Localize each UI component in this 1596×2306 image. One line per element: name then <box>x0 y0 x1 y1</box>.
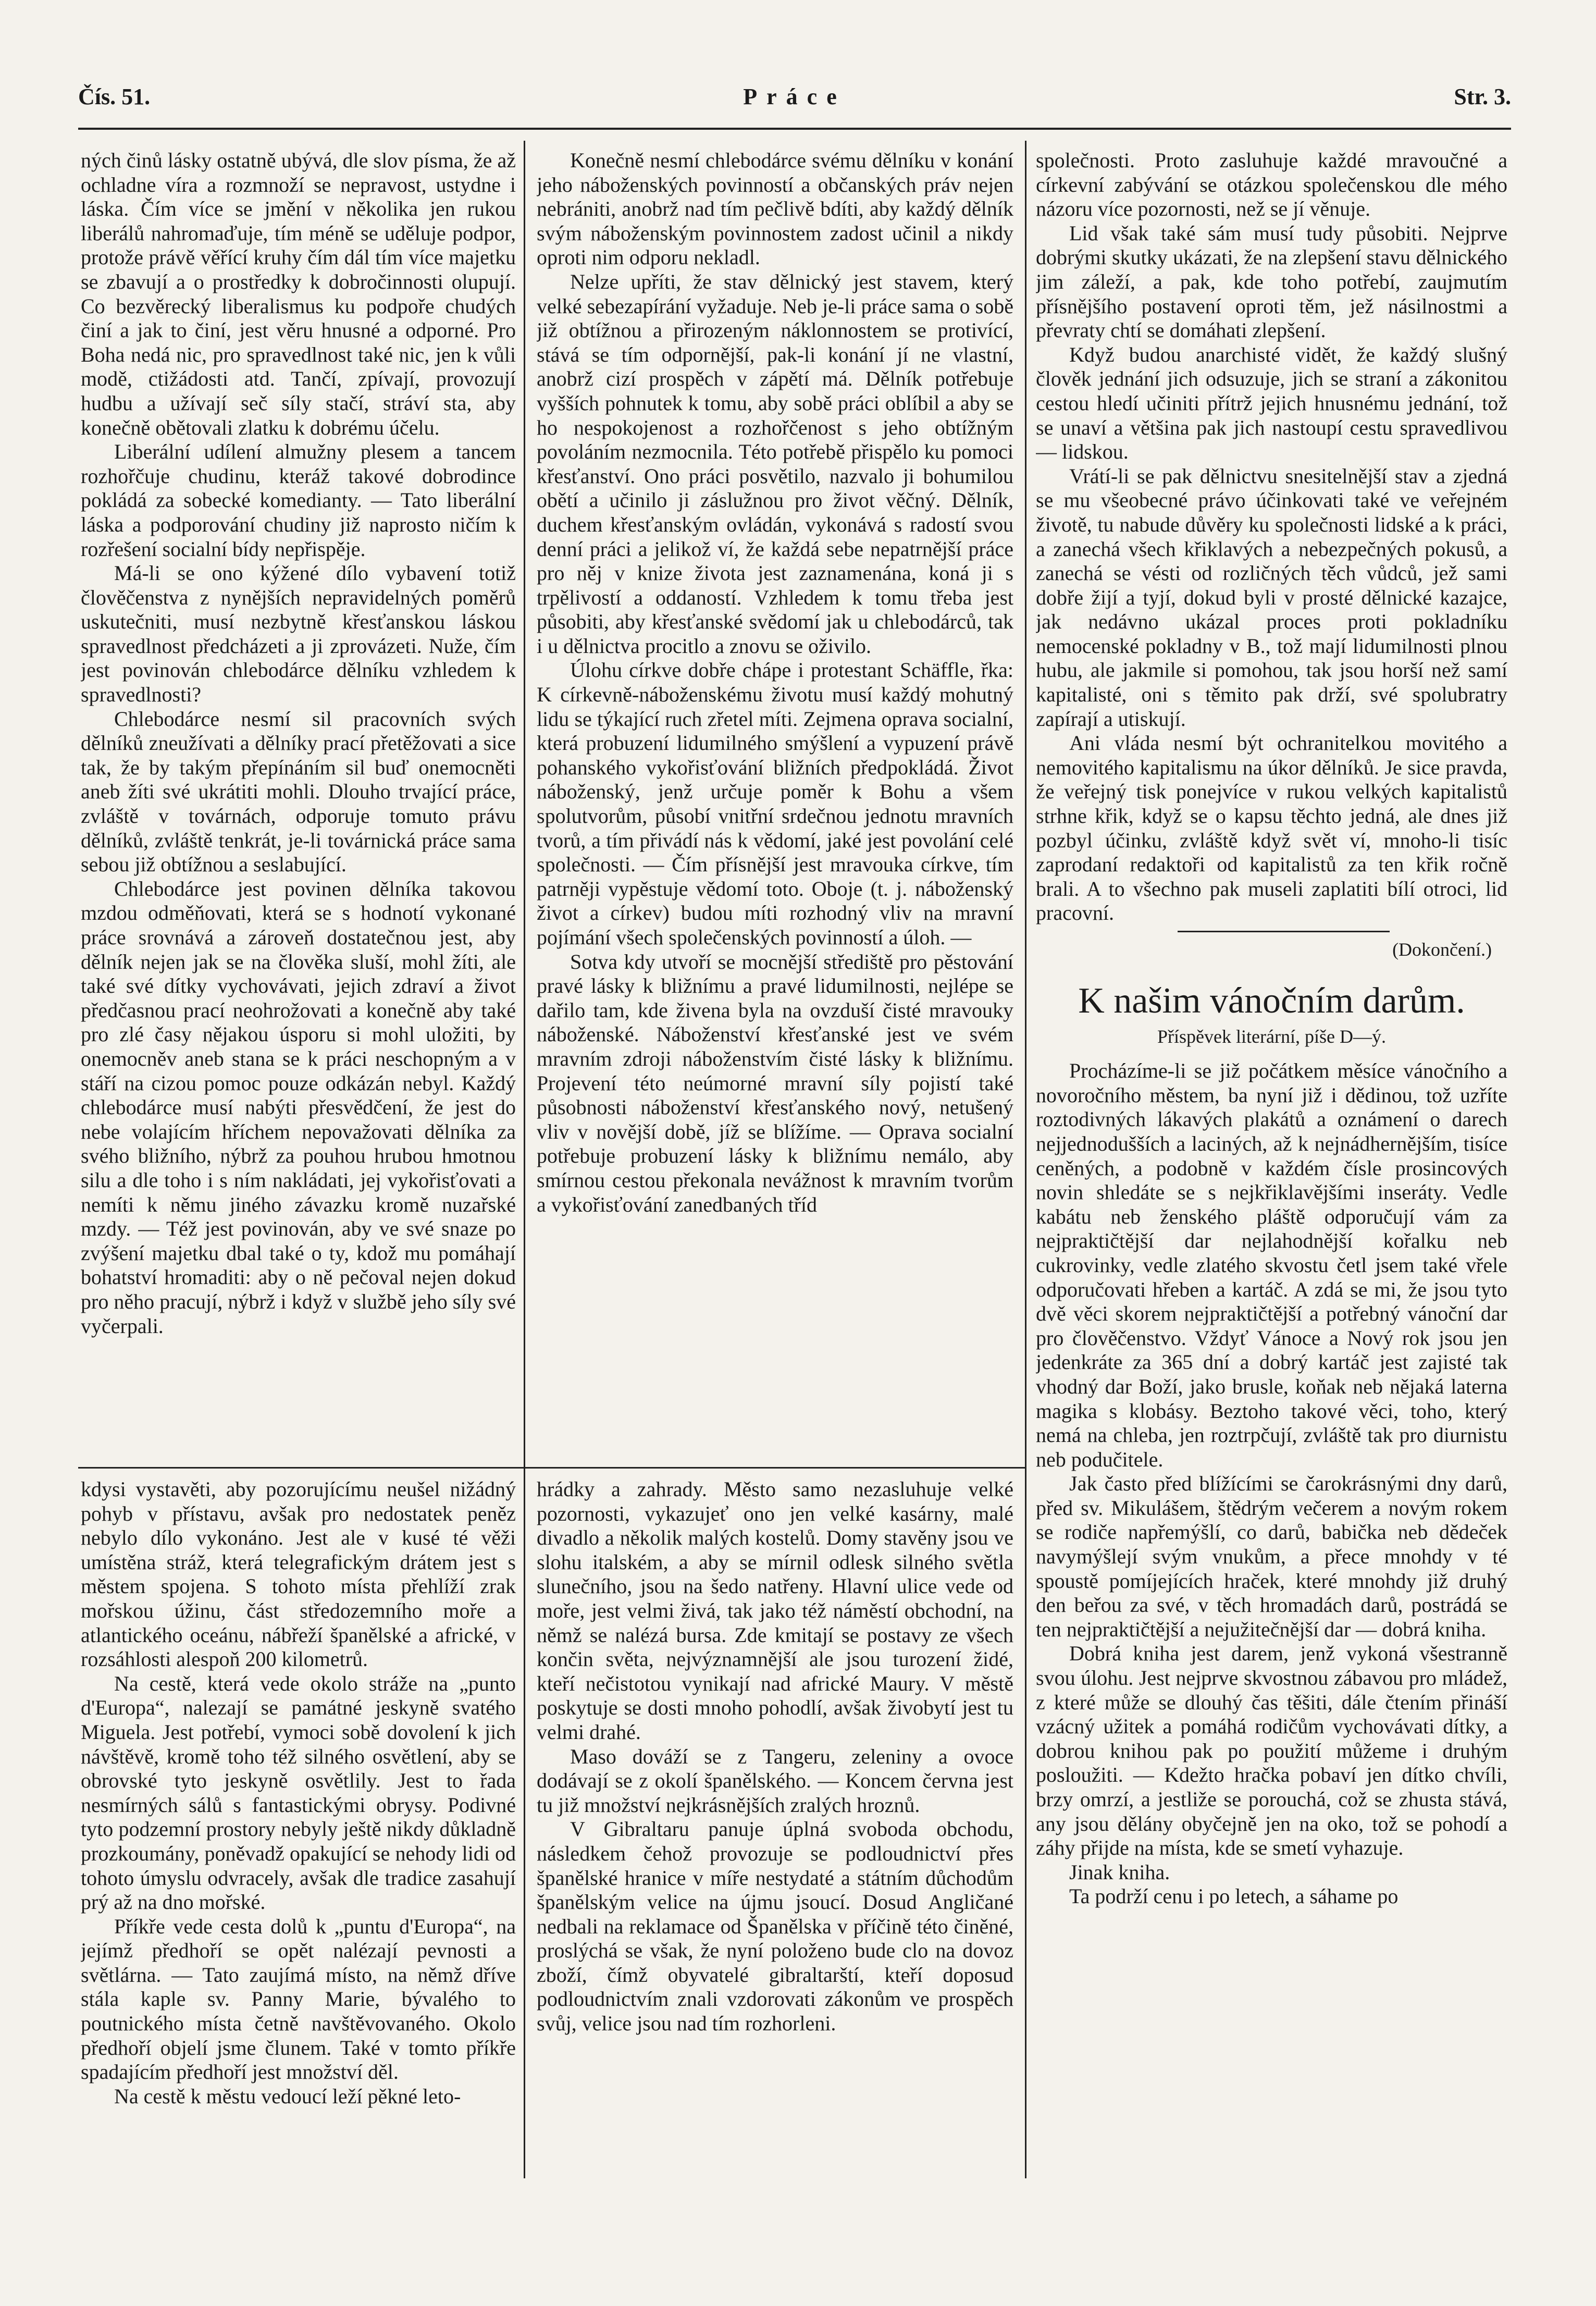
article-title: K našim vánočním darům. <box>1078 980 1465 1021</box>
column-1-top <box>81 149 516 1462</box>
paragraph: Procházíme-li se již počátkem měsíce vánočního a novoročního městem, ba nyní již i dědinou, tož uzříte roztodivných lákavých plakátů a oznámení o darech nejjednodušších a laciných, až k nejnádhernějším, tisíce ceněných, a podobně v každém čísle prosincových novin shledáte se s nejkřiklavějšími inseráty. Vedle kabátu neb ženského pláště odporučují vám za nejpraktičtější dar nejlahodnější kořalku neb cukrovinky, vedle zlatého skvostu četl jsem také vřele odporučovati hřeben a kartáč. A zdá se mi, že jsou tyto dvě věci skorem nejpraktičtější a potřebný vánoční dar pro člověčenstvo. Vždyť Vánoce a Nový rok jsou jen jedenkráte za 365 dní a dobrý kartáč jest zajisté tak vhodný dar Boží, jako brusle, koňak neb nějaká laterna magika s klobásy. Beztoho takové věci, toho, který nemá na chleba, jen roztrpčují, zvláště tak pro diurnistu neb podučitele. <box>1036 1059 1507 1471</box>
column-rule-1 <box>524 141 525 2178</box>
paragraph: Chlebodárce nesmí sil pracovních svých dělníků zneužívati a dělníky prací přetěžovati a sice tak, že by takým přepínáním sil buď onemocněti aneb žíti své ukrátiti mohli. Dlouho trvající práce, zvláště v továrnách, odporuje tomuto právu dělníků, zvláště tenkrát, je-li továrnická práce sama sebou již obtížnou a seslabující. <box>81 707 516 877</box>
paragraph: V Gibraltaru panuje úplná svoboda obchodu, následkem čehož provozuje se podloudnictví přes španělské hranice v míře nestydaté a státním důchodům španělským velice na újmu jsoucí. Dosud Angličané nedbali na reklamace od Španělska v příčině této činěné, proslýchá se však, že nyní položeno bude clo na dovoz zboží, čímž obyvatelé gibraltarští, kteří doposud podloudnictvím znali vzdorovati zákonům ve prospěch svůj, velice jsou nad tím rozhorleni. <box>537 1817 1013 2036</box>
column-1-bottom <box>81 1477 516 2178</box>
paragraph: Chlebodárce jest povinen dělníka takovou mzdou odměňovati, která se s hodnotí vykonané práce srovnává a zároveň dostatečnou jest, aby dělník nejen jak se na člověka sluší, mohl žíti, ale také své dítky vychovávati, jejich zdraví a život předčasnou prací neohrožovati a konečně aby také pro zlé časy nějakou úsporu si mohl uložiti, by onemocněv aneb stana se k práci neschopným a v stáří na cizou pomoc pouze odkázán nebyl. Každý chlebodárce musí nabýti přesvědčení, že jest do nebe volajícím hříchem nepovažovati dělníka za svého bližního, nýbrž za pouhou hrubou hmotnou silu a dle toho i s ním nakládati, jej vykořisťovati a nemíti k němu jiného závazku kromě nuzařské mzdy. — Též jest povinován, aby ve své snaze po zvýšení majetku dbal také o ty, kdož mu pomáhají bohatství hromaditi: aby o ně pečoval nejen dokud pro něho pracují, nýbrž i když v službě jeho síly své vyčerpali. <box>81 877 516 1338</box>
paragraph: Ta podrží cenu i po letech, a sáhame po <box>1069 1884 1399 1908</box>
paragraph: Když budou anarchisté vidět, že každý slušný člověk jednání jich odsuzuje, jich se straní a zákonitou cestou hledí učiniti přítrž jejich hnusnému jednání, tož se unaví a většina pak jich nastoupí cestu spravedlivou — lidskou. <box>1036 342 1507 464</box>
newspaper-title: Práce <box>743 84 846 109</box>
paragraph: společnosti. Proto zasluhuje každé mravoučné a církevní zabývání se otázkou společenskou dle mého názoru více pozornosti, než se jí věnuje. <box>1036 149 1507 221</box>
paragraph: Konečně nesmí chlebodárce svému dělníku v konání jeho náboženských povinností a občanských práv nejen nebrániti, anobrž nad tím pečlivě bdíti, aby každý dělník svým náboženským povinnostem zadost učinil a nikdy oproti nim odporu nekladl. <box>537 149 1013 269</box>
column-3 <box>1036 149 1507 2181</box>
paragraph: ných činů lásky ostatně ubývá, dle slov písma, že až ochladne víra a rozmnoží se nepravost, ustydne i láska. Čím více se jmění v několika jen rukou liberálů nahromaďuje, tím méně se uděluje podpor, protože právě věřící kruhy čím dál tím více majetku se zbavují a o prostředky k dobročinnosti olupují. Co bezvěrecký liberalismus ku podpoře chudých činí a jak to činí, jest věru hnusné a odporné. Pro Boha nedá nic, pro spravedlnost také nic, jen k vůli modě, ctižádosti atd. Tančí, zpívají, provozují hudbu a užívají seč síly stačí, stráví sta, aby konečně obětovali zlatku k dobrému účelu. <box>81 149 516 439</box>
paragraph: Liberální udílení almužny plesem a tancem rozhořčuje chudinu, kteráž takové dobrodince pokládá za sobecké komedianty. — Tato liberální láska a podporování chudiny již naprosto ničím k rozřešení socialní bídy nepřispěje. <box>81 440 516 561</box>
paragraph: Na cestě k městu vedoucí leží pěkné leto- <box>114 2084 461 2108</box>
paragraph: Jak často před blížícími se čarokrásnými dny darů, před sv. Mikulášem, štědrým večerem a novým rokem se rodiče napřemýšlí, co darů, babička neb dědeček navymýšlejí svým vnukům, a přece mnohdy v té spoustě pomíjejících hraček, které mnohdy již druhý den beřou za své, v těch hromadách darů, postrádá se ten nejpraktičtější a nejužitečnější dar — dobrá kniha. <box>1036 1472 1507 1641</box>
paragraph: Má-li se ono kýžené dílo vybavení totiž člověčenstva z nynějších nepravidelných poměrů uskutečniti, musí nezbytně křesťanskou láskou spravedlnost předcházeti a ji zprovázeti. Nuže, čím jest povinován chlebodárce dělníku vzhledem k spravedlnosti? <box>81 561 516 707</box>
paragraph: Příkře vede cesta dolů k „puntu d'Europa“, na jejímž předhoří se opět nalézají pevnosti a světlárna. — Tato zaujímá místo, na němž dříve stála kaple sv. Panny Marie, bývalého to poutnického místa četně navštěvovaného. Okolo předhoří objelí jsme člunem. Také v tomto příkře spadajícím předhoří jest množství děl. <box>81 1914 516 2084</box>
paragraph: Lid však také sám musí tudy působiti. Nejprve dobrými skutky ukázati, že na zlepšení stavu dělnického jim záleží, a pak, kde toho potřebí, zaujmutím přísnějšího postavení oproti těm, jež násilnostmi a převraty chtí se domáhati zlepšení. <box>1036 221 1507 342</box>
paragraph: Maso dováží se z Tangeru, zeleniny a ovoce dodávají se z okolí španělského. — Koncem června jest tu již množství nejkrásnějších zralých hroznů. <box>537 1744 1013 1817</box>
paragraph: Ani vláda nesmí být ochranitelkou movitého a nemovitého kapitalismu na úkor dělníků. Je sice pravda, že veřejný tisk ponejvíce v rukou velkých kapitalistů strhne křik, když se o kapsu těchto jedná, ale dnes již pozbyl účinku, zvláště když svět ví, mnoho-li tisíc zaprodaní redaktoři od kapitalistů za ten křik ročně brali. A to všechno pak museli zaplatiti bílí otroci, lid pracovní. <box>1036 731 1507 925</box>
column-2-top <box>537 149 1013 1462</box>
header-rule <box>78 128 1511 130</box>
paragraph: Vrátí-li se pak dělnictvu snesitelnější stav a zjedná se mu všeobecné právo účinkovati také ve veřejném životě, tu nabude důvěry ku společnosti lidské a k práci, a zanechá všech křiklavých a nebezpečných pokusů, a zanechá se vésti od rozličných těch vůdců, jež sami dobře žijí a tyjí, dokud byli v prosté dělnické kazajce, jak nedávno ukázal proces proti pokladníku nemocenské pokladny v B., tož mají lidumilnosti plnou hubu, ale jakmile si pomohou, tak jsou horší než samí kapitalisté, oni s těmito pak drží, své spolubratry zapírají a utiskují. <box>1036 464 1507 731</box>
paragraph: Úlohu církve dobře chápe i protestant Schäffle, řka: K církevně-náboženskému životu musí každý mohutný lidu se týkající ruch zřetel míti. Zejmena oprava socialní, která probuzení lidumilného smýšlení a vypuzení právě pohanského vykořisťování bližních předpokládá. Život náboženský, jenž určuje poměr k Bohu a všem spolutvorům, působí vnitřní srdečnou jednotu mravních tvorů, a tím přivádí nás k vědomí, jaké jest povolání celé společnosti. — Čím přísnější jest mravouka církve, tím patrněji vypěstuje vědomí toto. Oboje (t. j. náboženský život a církev) budou míti rozhodný vliv na mravní pojímání všech společenských povinností a úloh. — <box>537 658 1013 949</box>
paragraph: Jinak kniha. <box>1069 1860 1170 1884</box>
paragraph: Nelze upříti, že stav dělnický jest stavem, který velké sebezapírání vyžaduje. Neb je-li práce sama o sobě již obtížnou a přirozeným náklonnostem se protivící, stává se tím odpornější, pak-li konání jí ne vlastní, anobrž cizí prospěch v zápětí má. Dělník potřebuje vyšších pohnutek k tomu, aby sobě práci oblíbil a aby se ho nespokojenost a rozhořčenost s jeho obtížným povoláním nezmocnila. Této potřebě přispělo ku pomoci křesťanství. Ono práci posvětilo, nazvalo ji bohumilou obětí a učinilo ji záslužnou pro život věčný. Dělník, duchem křesťanským ovládán, vykonává s radostí svou denní práci a jelikož ví, že každá sebe nepatrnější práce pro něj v knize života jest zaznamenána, koná ji s trpělivostí a oddaností. Vzhledem k tomu třeba jest působiti, aby křesťanské svědomí jak u chlebodárců, tak i u dělnictva procitlo a znovu se oživilo. <box>537 269 1013 658</box>
issue-number: Čís. 51. <box>78 84 151 109</box>
column-2-bottom <box>537 1477 1013 2178</box>
paragraph: Dobrá kniha jest darem, jenž vykoná všestranně svou úlohu. Jest nejprve skvostnou zábavou pro mládež, z které může se dlouhý čas těšiti, dále čtením přináší vzácný užitek a pomáhá rodičům vychovávati dítky, a dobrou knihou pak po použití můžeme i druhým posloužiti. — Kdežto hračka pobaví jen dítko chvíli, brzy omrzí, a jestliže se porouchá, což se zhusta stává, any jsou dělány obyčejně jen na oko, tož se pohodí a záhy přijde na místa, kde se smetí vyhazuje. <box>1036 1642 1507 1860</box>
page-number: Str. 3. <box>1454 84 1511 109</box>
end-rule <box>1178 931 1390 932</box>
continued-note: (Dokončení.) <box>1392 939 1492 960</box>
paragraph: Sotva kdy utvoří se mocnější střediště pro pěstování pravé lásky k bližnímu a pravé lidumilnosti, nejlépe se dařilo tam, kde živena byla na ovzduší čisté mravouky náboženské. Náboženství křesťanské jest ve svém mravním zdroji náboženstvím čisté lásky k bližnímu. Projevení této neúmorné mravní síly pojistí také působnosti náboženství křesťanského nový, netušený vliv v novější době, jíž se blížíme. — Oprava socialní potřebuje probuzení lásky k bližnímu nemálo, aby smírnou cestou překonala nevážnost k mravním tvorům a vykořisťování zanedbaných tříd <box>537 949 1013 1216</box>
section-divider <box>78 1467 1025 1469</box>
page-header <box>78 83 1511 120</box>
paragraph: kdysi vystavěti, aby pozorujícímu neušel nižádný pohyb v přístavu, avšak pro nedostatek peněz nebylo dílo vykonáno. Jest ale v kusé té věži umístěna stráž, která telegrafickým drátem jest s městem spojena. S tohoto místa přehlíží zrak mořskou úžinu, část středozemního moře a atlantického oceánu, nábřeží španělské a africké, v rozsáhlosti alespoň 200 kilometrů. <box>81 1477 516 1671</box>
column-rule-2 <box>1025 141 1026 2178</box>
paragraph: hrádky a zahrady. Město samo nezasluhuje velké pozornosti, vykazujeť ono jen velké kasárny, malé divadlo a několik malých kostelů. Domy stavěny jsou ve slohu italském, a aby se mírnil odlesk silného světla slunečního, jsou na šedo natřeny. Hlavní ulice vede od moře, jest velmi živá, tak jako též náměstí obchodní, na němž se nalézá bursa. Zde kmitají se postavy ze všech končin světa, nejvýznamnější ale jsou turození židé, kteří nečistotou vynikají nad africké Maury. V městě poskytuje se dosti mnoho pohodlí, avšak živobytí jest tu velmi drahé. <box>537 1477 1013 1744</box>
article-subtitle: Příspěvek literární, píše D—ý. <box>1157 1026 1386 1047</box>
paragraph: Na cestě, která vede okolo stráže na „punto d'Europa“, nalezají se památné jeskyně svatého Miguela. Jest potřebí, vymoci sobě dovolení k jich návštěvě, kromě toho též silného osvětlení, aby se obrovské tyto jeskyně osvětlily. Jest to řada nesmírných sálů s fantastickými obrysy. Podivné tyto podzemní prostory nebyly ještě nikdy důkladně prozkoumány, poněvadž opakující se nehody lidi od tohoto úmyslu odvracely, avšak dle tradice zasahují prý až na dno mořské. <box>81 1671 516 1914</box>
